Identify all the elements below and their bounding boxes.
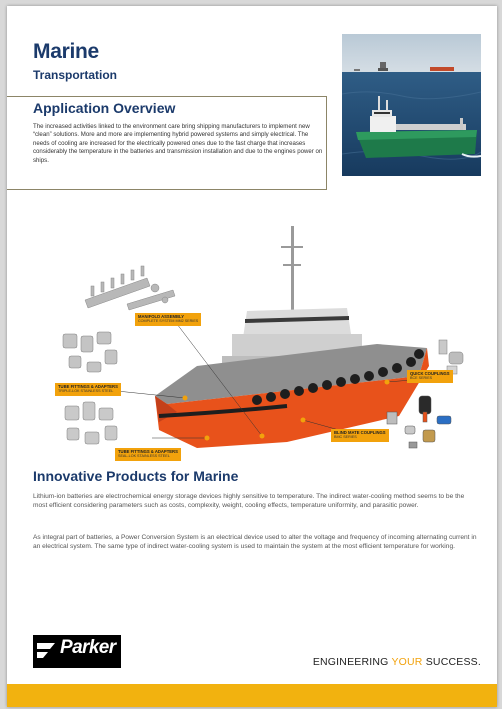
products-paragraph-1: Lithium-ion batteries are electrochemical energy storage devices highly sensitive to temperature. The indirect water-cooling method seems to be the most efficient considering parameters such as costs, complexity, weight, cooling effects, temperature uniformity, and parasitic power.	[33, 493, 465, 509]
offshore-vessel-photo	[342, 34, 481, 176]
application-overview-box	[7, 96, 327, 190]
callout-manifold-assembly: MANIFOLD ASSEMBLY COMPLETE SYSTEM MM2 SERIES	[135, 313, 201, 326]
tugboat-illustration	[47, 216, 467, 461]
callout-tube-fittings-seal-lok: TUBE FITTINGS & ADAPTERS SEAL-LOK STAINLESS STEEL	[115, 448, 181, 461]
products-paragraph-2: As integral part of batteries, a Power Conversion System is an electrical device used to alter the voltage and frequency of incoming alternating current in an electrical system. The same type of indirect water-cooling system is used to maintain the system at the most efficient temperature for working.	[33, 534, 477, 550]
parker-logo	[33, 635, 121, 668]
page-subtitle: Transportation	[33, 68, 118, 82]
callout-quick-couplings: QUICK COUPLINGS BCE SERIES	[407, 370, 453, 383]
callout-tube-fittings-triple-lok: TUBE FITTINGS & ADAPTERS TRIPLE-LOK STAINLESS STEEL	[55, 383, 121, 396]
tagline: ENGINEERING YOUR SUCCESS.	[312, 656, 481, 668]
products-heading: Innovative Products for Marine	[33, 468, 239, 484]
brochure-page	[7, 6, 497, 707]
overview-body: The increased activities linked to the environment care bring shipping manufacturers to implement new “clean” solutions. More and more are implementing hybrid powered systems and simply electrical. The needs of cooling are increased for the electrically powered ones due to the fast charge that increases considerably the temperature in the batteries and transmission installation and due to the engines power on ships.	[33, 123, 323, 164]
page-title: Marine	[33, 40, 99, 63]
parker-logo-text: Parker	[60, 637, 116, 658]
callout-blind-mate-couplings: BLIND MATE COUPLINGS BMC SERIES	[331, 429, 389, 442]
overview-heading: Application Overview	[33, 100, 176, 116]
footer-bar	[7, 684, 497, 707]
